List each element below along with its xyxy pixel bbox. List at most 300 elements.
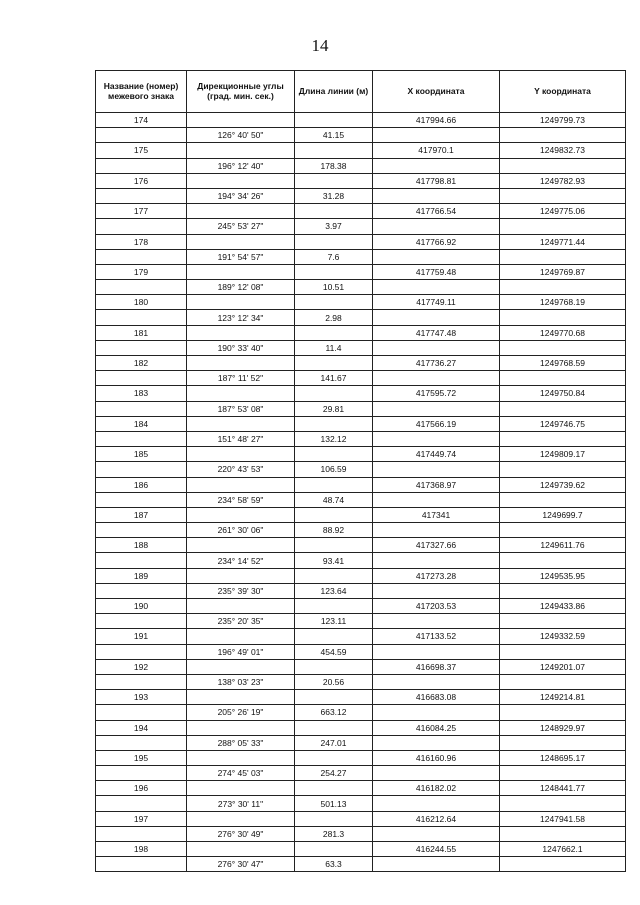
page-number: 14 [311,36,329,55]
table-row [96,113,626,128]
direction-angle-cell: 235° 39' 30" [187,583,295,598]
x-coordinate-cell: 417798.81 [373,173,500,188]
direction-angle-cell: 288° 05' 33" [187,735,295,750]
mark-name-cell: 196 [96,781,187,796]
empty-x-cell [373,796,500,811]
empty-name-cell [96,492,187,507]
x-coordinate-cell: 417970.1 [373,143,500,158]
mark-name-cell: 198 [96,842,187,857]
empty-y-cell [500,188,626,203]
direction-angle-cell: 276° 30' 49" [187,826,295,841]
empty-angle-cell [187,659,295,674]
empty-length-cell [295,386,373,401]
line-length-cell: 11.4 [295,340,373,355]
empty-name-cell [96,310,187,325]
empty-length-cell [295,325,373,340]
empty-y-cell [500,766,626,781]
empty-y-cell [500,644,626,659]
x-coordinate-cell: 417736.27 [373,356,500,371]
empty-y-cell [500,523,626,538]
empty-length-cell [295,599,373,614]
mark-name-cell: 197 [96,811,187,826]
empty-name-cell [96,553,187,568]
empty-length-cell [295,477,373,492]
mark-name-cell: 182 [96,356,187,371]
y-coordinate-cell: 1249768.59 [500,356,626,371]
table-row [96,796,626,811]
y-coordinate-cell: 1249832.73 [500,143,626,158]
empty-length-cell [295,204,373,219]
empty-angle-cell [187,599,295,614]
table-row [96,523,626,538]
empty-y-cell [500,249,626,264]
empty-y-cell [500,128,626,143]
empty-y-cell [500,219,626,234]
empty-name-cell [96,614,187,629]
empty-name-cell [96,340,187,355]
table-row [96,264,626,279]
line-length-cell: 41.15 [295,128,373,143]
empty-y-cell [500,705,626,720]
x-coordinate-cell: 416698.37 [373,659,500,674]
y-coordinate-cell: 1249332.59 [500,629,626,644]
line-length-cell: 178.38 [295,158,373,173]
empty-name-cell [96,128,187,143]
empty-x-cell [373,371,500,386]
empty-y-cell [500,310,626,325]
empty-y-cell [500,796,626,811]
table-row [96,735,626,750]
empty-x-cell [373,583,500,598]
empty-length-cell [295,507,373,522]
empty-length-cell [295,356,373,371]
mark-name-cell: 189 [96,568,187,583]
mark-name-cell: 185 [96,447,187,462]
empty-angle-cell [187,416,295,431]
empty-length-cell [295,113,373,128]
table-row [96,599,626,614]
table-row [96,857,626,872]
table-row [96,249,626,264]
y-coordinate-cell: 1249739.62 [500,477,626,492]
empty-length-cell [295,264,373,279]
y-coordinate-cell: 1248929.97 [500,720,626,735]
x-coordinate-cell: 417203.53 [373,599,500,614]
empty-name-cell [96,462,187,477]
table-row [96,583,626,598]
empty-name-cell [96,371,187,386]
mark-name-cell: 195 [96,750,187,765]
direction-angle-cell: 245° 53' 27" [187,219,295,234]
table-row [96,750,626,765]
x-coordinate-cell: 417341 [373,507,500,522]
empty-y-cell [500,462,626,477]
y-coordinate-cell: 1249782.93 [500,173,626,188]
empty-x-cell [373,128,500,143]
mark-name-cell: 192 [96,659,187,674]
empty-y-cell [500,401,626,416]
empty-y-cell [500,735,626,750]
empty-angle-cell [187,143,295,158]
x-coordinate-cell: 417994.66 [373,113,500,128]
header-mark-name: Название (номер) межевого знака [96,71,187,113]
empty-y-cell [500,492,626,507]
empty-x-cell [373,614,500,629]
y-coordinate-cell: 1247662.1 [500,842,626,857]
y-coordinate-cell: 1249799.73 [500,113,626,128]
mark-name-cell: 181 [96,325,187,340]
empty-length-cell [295,143,373,158]
empty-angle-cell [187,538,295,553]
y-coordinate-cell: 1249770.68 [500,325,626,340]
line-length-cell: 123.11 [295,614,373,629]
empty-x-cell [373,340,500,355]
table-row [96,310,626,325]
empty-name-cell [96,644,187,659]
empty-y-cell [500,431,626,446]
empty-name-cell [96,249,187,264]
mark-name-cell: 184 [96,416,187,431]
empty-x-cell [373,158,500,173]
line-length-cell: 3.97 [295,219,373,234]
direction-angle-cell: 196° 49' 01" [187,644,295,659]
line-length-cell: 123.64 [295,583,373,598]
mark-name-cell: 175 [96,143,187,158]
empty-name-cell [96,219,187,234]
table-row [96,371,626,386]
table-row [96,143,626,158]
direction-angle-cell: 205° 26' 19" [187,705,295,720]
y-coordinate-cell: 1248695.17 [500,750,626,765]
y-coordinate-cell: 1249769.87 [500,264,626,279]
line-length-cell: 663.12 [295,705,373,720]
empty-y-cell [500,857,626,872]
mark-name-cell: 190 [96,599,187,614]
table-row [96,204,626,219]
empty-length-cell [295,690,373,705]
table-row [96,568,626,583]
table-row [96,477,626,492]
table-row [96,462,626,477]
y-coordinate-cell: 1249699.7 [500,507,626,522]
x-coordinate-cell: 417273.28 [373,568,500,583]
empty-angle-cell [187,356,295,371]
line-length-cell: 106.59 [295,462,373,477]
y-coordinate-cell: 1249433.86 [500,599,626,614]
empty-length-cell [295,568,373,583]
table-row [96,431,626,446]
empty-length-cell [295,416,373,431]
y-coordinate-cell: 1249771.44 [500,234,626,249]
x-coordinate-cell: 416683.08 [373,690,500,705]
empty-angle-cell [187,234,295,249]
empty-name-cell [96,188,187,203]
empty-name-cell [96,401,187,416]
empty-length-cell [295,750,373,765]
x-coordinate-cell: 417766.54 [373,204,500,219]
empty-y-cell [500,280,626,295]
x-coordinate-cell: 417759.48 [373,264,500,279]
empty-name-cell [96,280,187,295]
mark-name-cell: 174 [96,113,187,128]
header-line-length: Длина линии (м) [295,71,373,113]
table-row [96,234,626,249]
empty-angle-cell [187,295,295,310]
header-x-coordinate: X координата [373,71,500,113]
empty-angle-cell [187,477,295,492]
empty-x-cell [373,401,500,416]
empty-name-cell [96,796,187,811]
direction-angle-cell: 187° 11' 52" [187,371,295,386]
table-row [96,507,626,522]
empty-length-cell [295,295,373,310]
direction-angle-cell: 276° 30' 47" [187,857,295,872]
table-row [96,720,626,735]
empty-angle-cell [187,781,295,796]
direction-angle-cell: 234° 58' 59" [187,492,295,507]
empty-angle-cell [187,842,295,857]
direction-angle-cell: 261° 30' 06" [187,523,295,538]
empty-x-cell [373,462,500,477]
empty-x-cell [373,492,500,507]
empty-angle-cell [187,568,295,583]
empty-name-cell [96,766,187,781]
empty-x-cell [373,553,500,568]
empty-length-cell [295,538,373,553]
y-coordinate-cell: 1249809.17 [500,447,626,462]
table-row [96,416,626,431]
table-row [96,340,626,355]
mark-name-cell: 179 [96,264,187,279]
empty-y-cell [500,158,626,173]
empty-x-cell [373,826,500,841]
table-row [96,629,626,644]
table-row [96,188,626,203]
y-coordinate-cell: 1247941.58 [500,811,626,826]
empty-length-cell [295,781,373,796]
table-row [96,705,626,720]
table-row [96,553,626,568]
empty-y-cell [500,614,626,629]
line-length-cell: 7.6 [295,249,373,264]
empty-angle-cell [187,629,295,644]
mark-name-cell: 176 [96,173,187,188]
empty-x-cell [373,219,500,234]
table-row [96,659,626,674]
line-length-cell: 454.59 [295,644,373,659]
direction-angle-cell: 189° 12' 08" [187,280,295,295]
empty-x-cell [373,188,500,203]
empty-length-cell [295,173,373,188]
direction-angle-cell: 187° 53' 08" [187,401,295,416]
line-length-cell: 31.28 [295,188,373,203]
table-row [96,644,626,659]
empty-angle-cell [187,113,295,128]
mark-name-cell: 177 [96,204,187,219]
table-row [96,295,626,310]
table-row [96,538,626,553]
direction-angle-cell: 235° 20' 35" [187,614,295,629]
direction-angle-cell: 196° 12' 40" [187,158,295,173]
empty-length-cell [295,720,373,735]
empty-angle-cell [187,507,295,522]
table-row [96,158,626,173]
mark-name-cell: 193 [96,690,187,705]
empty-y-cell [500,553,626,568]
x-coordinate-cell: 417327.66 [373,538,500,553]
x-coordinate-cell: 417566.19 [373,416,500,431]
line-length-cell: 93.41 [295,553,373,568]
table-row [96,826,626,841]
table-row [96,128,626,143]
x-coordinate-cell: 417766.92 [373,234,500,249]
empty-y-cell [500,583,626,598]
direction-angle-cell: 138° 03' 23" [187,674,295,689]
table-row [96,842,626,857]
y-coordinate-cell: 1249201.07 [500,659,626,674]
x-coordinate-cell: 416160.96 [373,750,500,765]
empty-length-cell [295,629,373,644]
mark-name-cell: 188 [96,538,187,553]
mark-name-cell: 186 [96,477,187,492]
y-coordinate-cell: 1249214.81 [500,690,626,705]
line-length-cell: 2.98 [295,310,373,325]
y-coordinate-cell: 1249775.06 [500,204,626,219]
mark-name-cell: 187 [96,507,187,522]
empty-angle-cell [187,750,295,765]
line-length-cell: 88.92 [295,523,373,538]
line-length-cell: 132.12 [295,431,373,446]
table-row [96,492,626,507]
x-coordinate-cell: 416244.55 [373,842,500,857]
empty-x-cell [373,857,500,872]
empty-name-cell [96,705,187,720]
direction-angle-cell: 234° 14' 52" [187,553,295,568]
empty-angle-cell [187,811,295,826]
table-row [96,401,626,416]
header-direction-angle: Дирекционные углы (град. мин. сек.) [187,71,295,113]
empty-y-cell [500,340,626,355]
table-row [96,173,626,188]
direction-angle-cell: 191° 54' 57" [187,249,295,264]
coordinates-table [95,70,626,872]
empty-angle-cell [187,325,295,340]
table-row [96,280,626,295]
empty-name-cell [96,735,187,750]
line-length-cell: 281.3 [295,826,373,841]
line-length-cell: 29.81 [295,401,373,416]
direction-angle-cell: 126° 40' 50" [187,128,295,143]
mark-name-cell: 191 [96,629,187,644]
x-coordinate-cell: 417368.97 [373,477,500,492]
x-coordinate-cell: 416182.02 [373,781,500,796]
table-row [96,811,626,826]
x-coordinate-cell: 416084.25 [373,720,500,735]
empty-x-cell [373,766,500,781]
empty-name-cell [96,523,187,538]
x-coordinate-cell: 417749.11 [373,295,500,310]
empty-angle-cell [187,386,295,401]
line-length-cell: 20.56 [295,674,373,689]
empty-x-cell [373,735,500,750]
line-length-cell: 63.3 [295,857,373,872]
empty-length-cell [295,659,373,674]
x-coordinate-cell: 417747.48 [373,325,500,340]
line-length-cell: 141.67 [295,371,373,386]
empty-y-cell [500,826,626,841]
y-coordinate-cell: 1249746.75 [500,416,626,431]
x-coordinate-cell: 416212.64 [373,811,500,826]
y-coordinate-cell: 1249535.95 [500,568,626,583]
table-row [96,325,626,340]
direction-angle-cell: 274° 45' 03" [187,766,295,781]
direction-angle-cell: 151° 48' 27" [187,431,295,446]
empty-x-cell [373,249,500,264]
empty-angle-cell [187,204,295,219]
mark-name-cell: 194 [96,720,187,735]
line-length-cell: 247.01 [295,735,373,750]
table-row [96,674,626,689]
empty-name-cell [96,158,187,173]
empty-name-cell [96,826,187,841]
table-row [96,614,626,629]
empty-angle-cell [187,264,295,279]
empty-x-cell [373,674,500,689]
empty-x-cell [373,705,500,720]
direction-angle-cell: 190° 33' 40" [187,340,295,355]
empty-name-cell [96,583,187,598]
y-coordinate-cell: 1248441.77 [500,781,626,796]
line-length-cell: 501.13 [295,796,373,811]
line-length-cell: 48.74 [295,492,373,507]
empty-angle-cell [187,690,295,705]
empty-x-cell [373,644,500,659]
empty-length-cell [295,447,373,462]
line-length-cell: 254.27 [295,766,373,781]
x-coordinate-cell: 417449.74 [373,447,500,462]
direction-angle-cell: 194° 34' 26" [187,188,295,203]
empty-angle-cell [187,720,295,735]
table-row [96,781,626,796]
header-y-coordinate: Y координата [500,71,626,113]
y-coordinate-cell: 1249750.84 [500,386,626,401]
table-row [96,690,626,705]
direction-angle-cell: 220° 43' 53" [187,462,295,477]
direction-angle-cell: 123° 12' 34" [187,310,295,325]
line-length-cell: 10.51 [295,280,373,295]
table-header-row [96,71,626,113]
empty-length-cell [295,811,373,826]
empty-length-cell [295,842,373,857]
mark-name-cell: 178 [96,234,187,249]
table-row [96,356,626,371]
x-coordinate-cell: 417133.52 [373,629,500,644]
empty-name-cell [96,857,187,872]
empty-x-cell [373,310,500,325]
y-coordinate-cell: 1249768.19 [500,295,626,310]
y-coordinate-cell: 1249611.76 [500,538,626,553]
table-row [96,766,626,781]
direction-angle-cell: 273° 30' 11" [187,796,295,811]
table-body [96,113,626,872]
empty-name-cell [96,431,187,446]
empty-y-cell [500,674,626,689]
mark-name-cell: 183 [96,386,187,401]
table-row [96,386,626,401]
table-row [96,447,626,462]
mark-name-cell: 180 [96,295,187,310]
empty-length-cell [295,234,373,249]
